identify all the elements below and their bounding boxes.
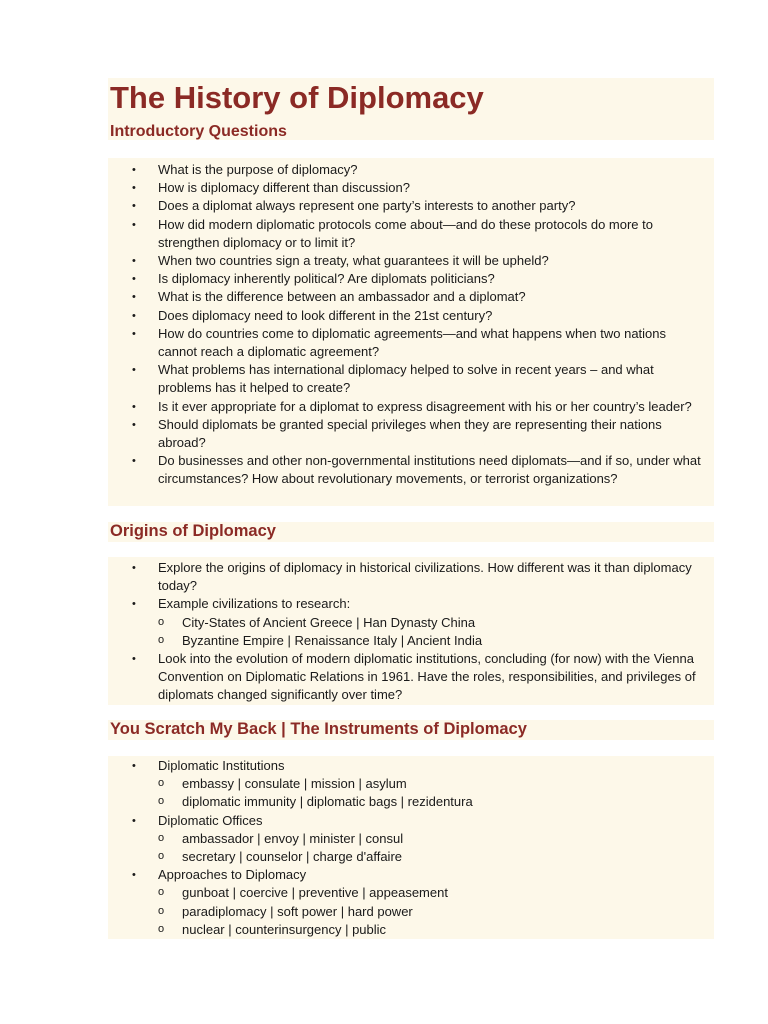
list-item: • When two countries sign a treaty, what guarantees it will be upheld? [132,252,702,270]
list-item: • Diplomatic Offices [132,812,702,830]
instruments-list [132,757,702,939]
list-item: • Example civilizations to research: [132,595,702,613]
list-item: • Explore the origins of diplomacy in historical civilizations. How different was it than diplomacy today? [132,559,702,595]
sub-list-item: o City-States of Ancient Greece | Han Dynasty China [132,614,702,632]
list-item: • How is diplomacy different than discussion? [132,179,702,197]
sub-list-item: o secretary | counselor | charge d'affaire [132,848,702,866]
section-heading-instruments: You Scratch My Back | The Instruments of Diplomacy [110,720,527,738]
sub-list-item: o diplomatic immunity | diplomatic bags | rezidentura [132,793,702,811]
sub-list-item: o embassy | consulate | mission | asylum [132,775,702,793]
section-heading-introductory: Introductory Questions [110,123,287,140]
list-item: • Should diplomats be granted special privileges when they are representing their nations abroad? [132,416,702,452]
introductory-questions-list [132,161,702,489]
list-item: • Does a diplomat always represent one party’s interests to another party? [132,197,702,215]
list-item: • Is it ever appropriate for a diplomat to express disagreement with his or her country’s leader? [132,398,702,416]
list-item: • How did modern diplomatic protocols come about—and do these protocols do more to strengthen diplomacy or to limit it? [132,216,702,252]
list-item: • Look into the evolution of modern diplomatic institutions, concluding (for now) with the Vienna Convention on Diplomatic Relations in 1961. Have the roles, responsibilities, and privileges of diplomats changed significantly over time? [132,650,702,705]
list-item: • Is diplomacy inherently political? Are diplomats politicians? [132,270,702,288]
list-item: • What is the difference between an ambassador and a diplomat? [132,288,702,306]
list-item: • Approaches to Diplomacy [132,866,702,884]
list-item: • How do countries come to diplomatic agreements—and what happens when two nations cannot reach a diplomatic agreement? [132,325,702,361]
page-title: The History of Diplomacy [110,80,484,115]
sub-list-item: o paradiplomacy | soft power | hard power [132,903,702,921]
origins-list [132,559,702,705]
list-item: • Does diplomacy need to look different in the 21st century? [132,307,702,325]
list-item: • Diplomatic Institutions [132,757,702,775]
sub-list-item: o ambassador | envoy | minister | consul [132,830,702,848]
section-heading-origins: Origins of Diplomacy [110,522,276,540]
list-item: • What problems has international diplomacy helped to solve in recent years – and what problems has it helped to create? [132,361,702,397]
sub-list-item: o nuclear | counterinsurgency | public [132,921,702,939]
sub-list-item: o Byzantine Empire | Renaissance Italy | Ancient India [132,632,702,650]
sub-list-item: o gunboat | coercive | preventive | appeasement [132,884,702,902]
list-item: • Do businesses and other non-governmental institutions need diplomats—and if so, under what circumstances? How about revolutionary movements, or terrorist organizations? [132,452,702,488]
list-item: • What is the purpose of diplomacy? [132,161,702,179]
